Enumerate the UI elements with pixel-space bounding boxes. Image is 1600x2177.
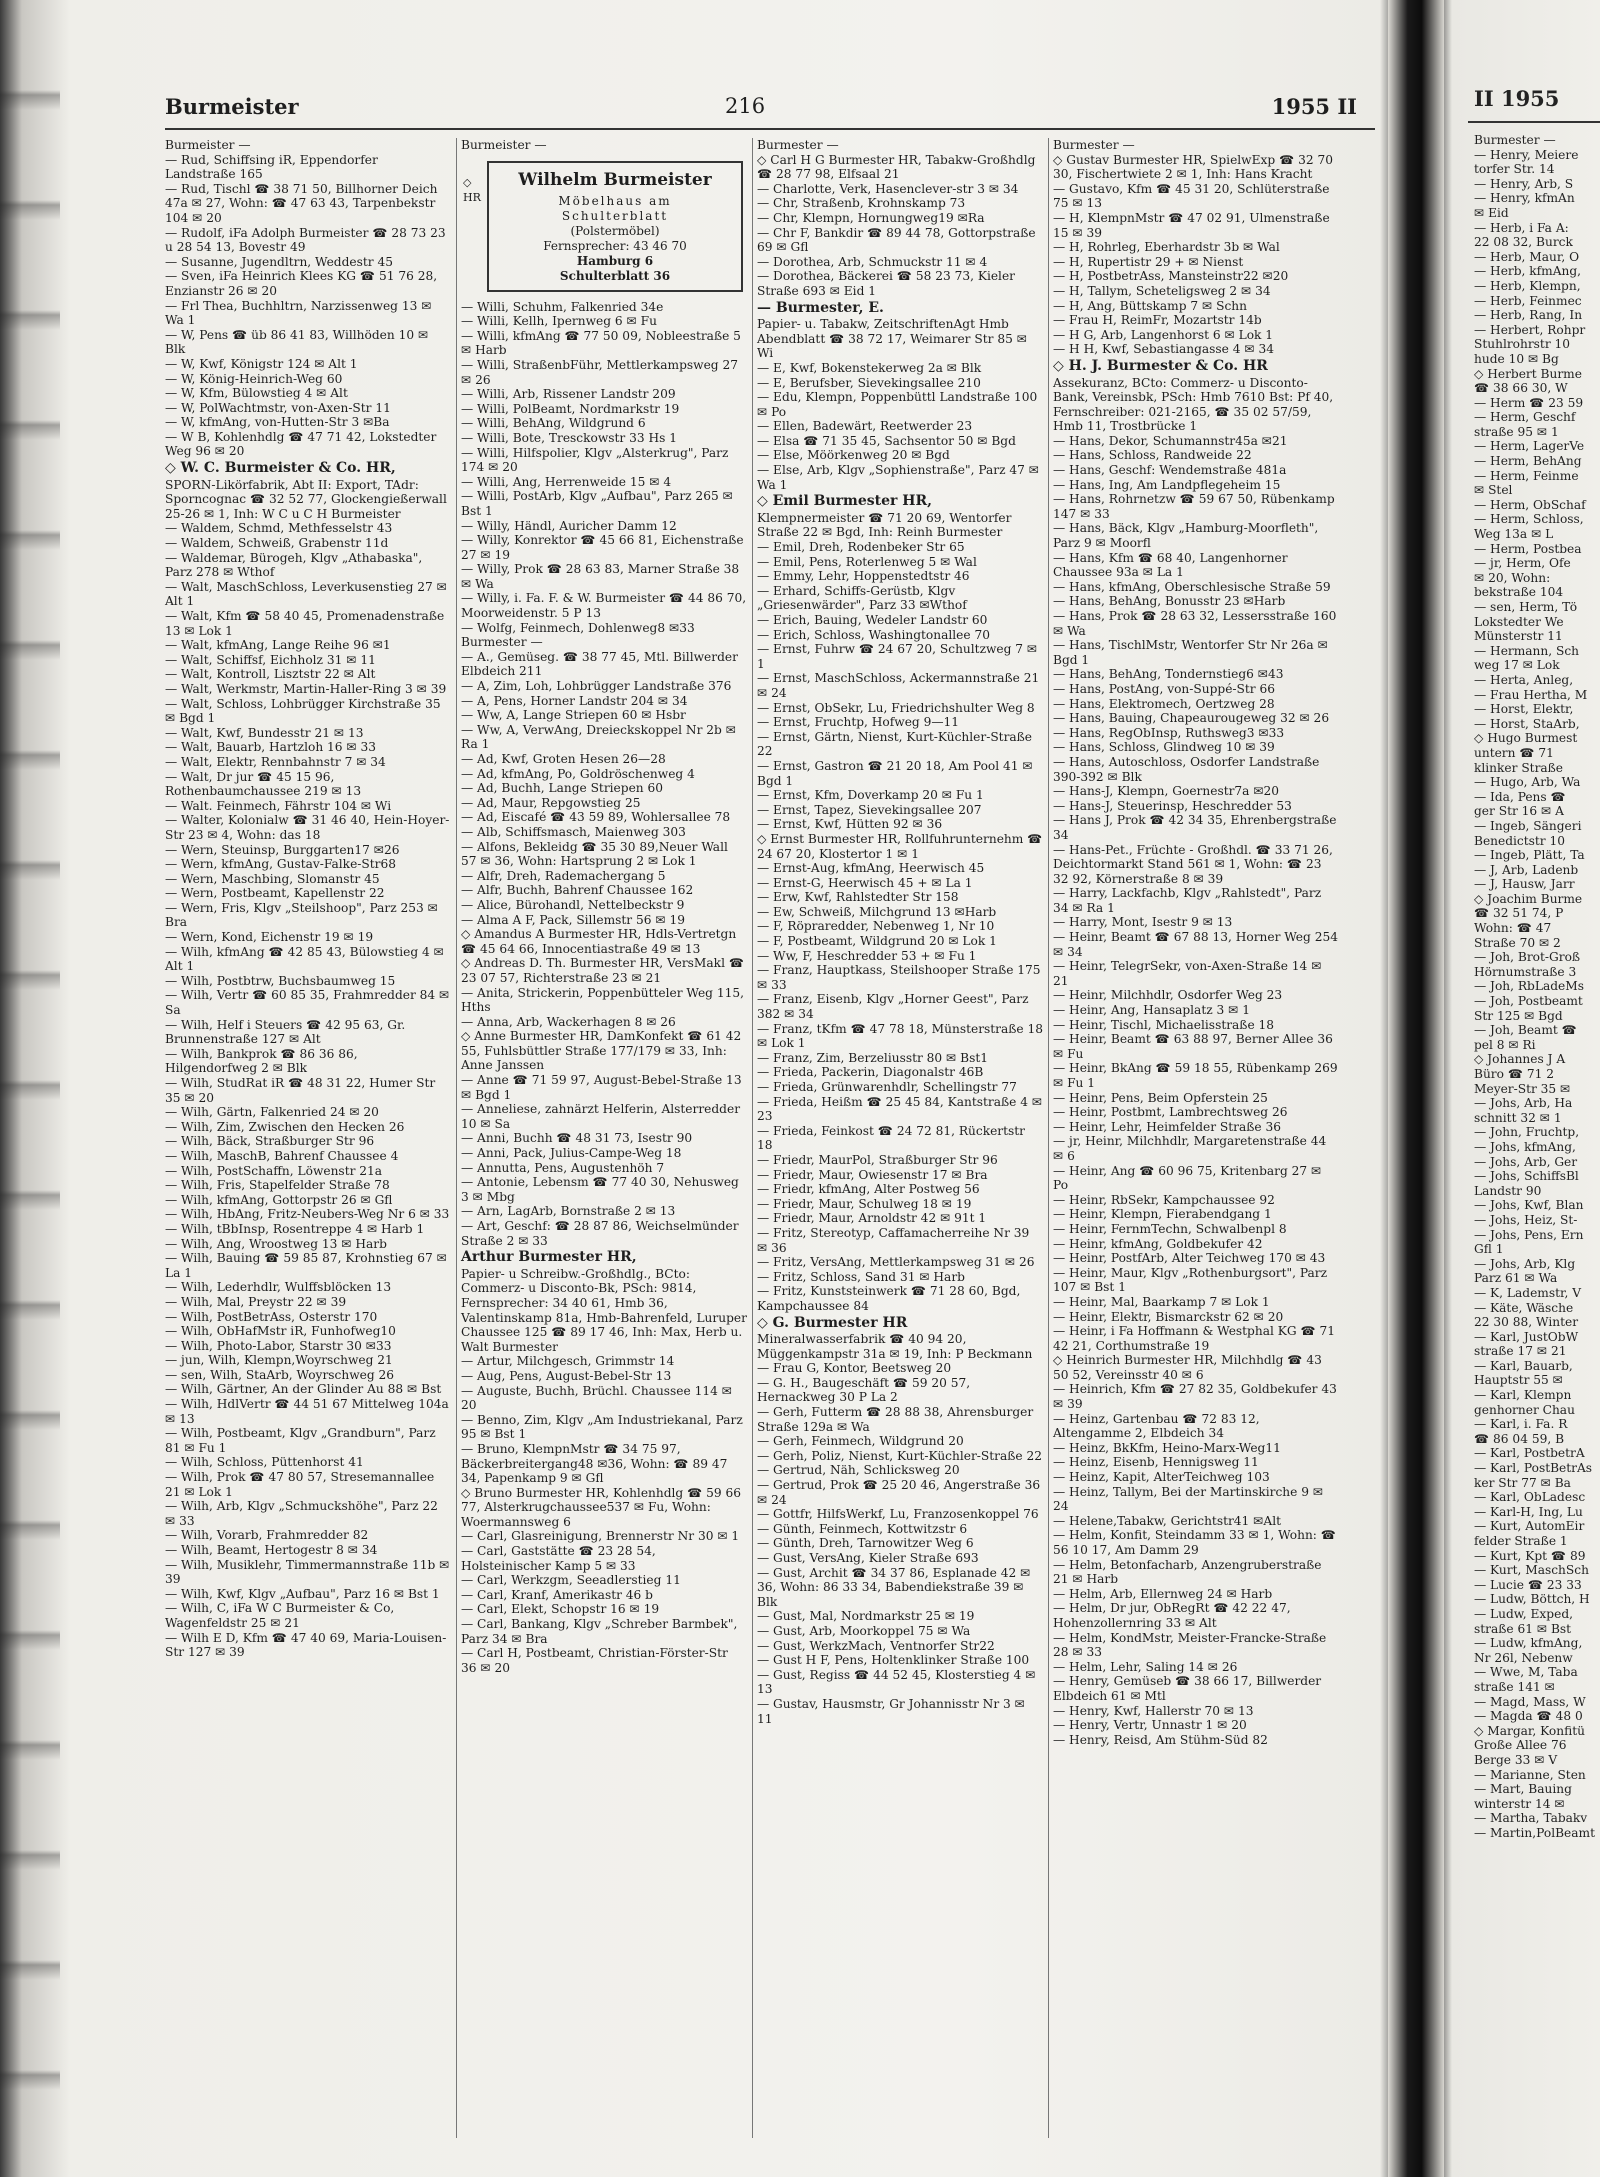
ad-line: Schulterblatt [561, 208, 669, 223]
header-surname: Burmeister [165, 94, 299, 119]
column-1 [165, 138, 451, 2148]
facing-page-partial [1468, 80, 1600, 2160]
entries-block: Papier- u Schreibw.-Großhdlg., BCto: Commerz- u Disconto-Bk, PSch: 9814, Fernsprecher: 34 40 61, Hmb 36, Valentinskamp 81a, Hmb-Bahrenfeld, Luruper Chaussee 125 ☎ 89 17 46, Inh: Max, Herb u. Walt Burmester — Artur, Milchgesch, Grimmstr 14 — Aug, Pens, August-Bebel-Str 13 — Auguste, Buchh, Brüchl. Chaussee 114 ✉ 20 — Benno, Zim, Klgv „Am Industriekanal, Parz 95 ✉ Bst 1 — Bruno, KlempnMstr ☎ 34 75 97, Bäckerbreitergang48 ✉36, Wohn: ☎ 89 47 34, Papenkamp 9 ✉ Gfl ◇ Bruno Burmester HR, Kohlenhdlg ☎ 59 66 77, Alsterkrugchaussee537 ✉ Fu, Wohn: Woermannsweg 6 — Carl, Glasreinigung, Brennerstr Nr 30 ✉ 1 — Carl, Gaststätte ☎ 23 28 54, Holsteinischer Kamp 5 ✉ 33 — Carl, Werkzgm, Seeadlerstieg 11 — Carl, Kranf, Amerikastr 46 b — Carl, Elekt, Schopstr 16 ✉ 19 — Carl, Bankang, Klgv „Schreber Barmbek", Parz 34 ✉ Bra — Carl H, Postbeamt, Christian-Förster-Str 36 ✉ 20 [461, 1266, 747, 1675]
binding-edge [0, 0, 60, 2177]
directory-page [165, 80, 1375, 2160]
firm-heading: — Burmester, E. [757, 299, 884, 316]
entries-block: Mineralwasserfabrik ☎ 40 94 20, Müggenkampstr 31a ✉ 19, Inh: P Beckmann — Frau G, Kontor, Beetsweg 20 — G. H., Baugeschäft ☎ 59 20 57, Hernackweg 30 P La 2 — Gerh, Futterm ☎ 28 88 38, Ahrensburger Straße 129a ✉ Wa — Gerh, Feinmech, Wildgrund 20 — Gerh, Poliz, Nienst, Kurt-Küchler-Straße 22 — Gertrud, Näh, Schlicksweg 20 — Gertrud, Prok ☎ 25 20 46, Angerstraße 36 ✉ 24 — Gottfr, HilfsWerkf, Lu, Franzosenkoppel 76 — Günth, Feinmech, Kottwitzstr 6 — Günth, Dreh, Tarnowitzer Weg 6 — Gust, VersAng, Kieler Straße 693 — Gust, Archit ☎ 34 37 86, Esplanade 42 ✉ 36, Wohn: 86 33 34, Babendiekstraße 39 ✉ Blk — Gust, Mal, Nordmarkstr 25 ✉ 19 — Gust, Arb, Moorkoppel 75 ✉ Wa — Gust, WerkzMach, Ventnorfer Str22 — Gust H F, Pens, Holtenklinker Straße 100 — Gust, Regiss ☎ 44 52 45, Klosterstieg 4 ✉ 13 — Gustav, Hausmstr, Gr Johannisstr Nr 3 ✉ 11 [757, 1332, 1042, 1726]
entries-block: Burmeister — — Rud, Schiffsing iR, Eppendorfer Landstraße 165 — Rud, Tischl ☎ 38 71 50, Billhorner Deich 47a ✉ 27, Wohn: ☎ 47 63 43, Tarpenbekstr 104 ✉ 20 — Rudolf, iFa Adolph Burmeister ☎ 28 73 23 u 28 54 13, Bovestr 49 — Susanne, Jugendltrn, Weddestr 45 — Sven, iFa Heinrich Klees KG ☎ 51 76 28, Enzianstr 26 ✉ 20 — Frl Thea, Buchhltrn, Narzissenweg 13 ✉ Wa 1 — W, Pens ☎ üb 86 41 83, Willhöden 10 ✉ Blk — W, Kwf, Königstr 124 ✉ Alt 1 — W, König-Heinrich-Weg 60 — W, Kfm, Bülowstieg 4 ✉ Alt — W, PolWachtmstr, von-Axen-Str 11 — W, kfmAng, von-Hutten-Str 3 ✉Ba — W B, Kohlenhdlg ☎ 47 71 42, Lokstedter Weg 96 ✉ 20 [165, 138, 446, 459]
firm-heading: ◇ Emil Burmester HR, [757, 493, 932, 510]
column-continuation: Burmeister — [461, 138, 547, 152]
page-header [165, 88, 1375, 130]
ad-city: Hamburg 6 [576, 253, 654, 268]
entries-block: SPORN-Likörfabrik, Abt II: Export, TAdr: Sporncognac ☎ 32 52 77, Glockengießerwall 25-26 ✉ 1, Inh: W C u C H Burmeister — Waldem, Schmd, Methfesselstr 43 — Waldem, Schweiß, Grabenstr 11d — Waldemar, Bürogeh, Klgv „Athabaska", Parz 278 ✉ Wthof — Walt, MaschSchloss, Leverkusenstieg 27 ✉ Alt 1 — Walt, Kfm ☎ 58 40 45, Promenadenstraße 13 ✉ Lok 1 — Walt, kfmAng, Lange Reihe 96 ✉1 — Walt, Schiffsf, Eichholz 31 ✉ 11 — Walt, Kontroll, Lisztstr 22 ✉ Alt — Walt, Werkmstr, Martin-Haller-Ring 3 ✉ 39 — Walt, Schloss, Lohbrügger Kirchstraße 35 ✉ Bgd 1 — Walt, Kwf, Bundesstr 21 ✉ 13 — Walt, Bauarb, Hartzloh 16 ✉ 33 — Walt, Elektr, Rennbahnstr 7 ✉ 34 — Walt, Dr jur ☎ 45 15 96, Rothenbaumchaussee 219 ✉ 13 — Walt. Feinmech, Fährstr 104 ✉ Wi — Walter, Kolonialw ☎ 31 46 40, Hein-Hoyer-Str 23 ✉ 4, Wohn: das 18 — Wern, Steuinsp, Burggarten17 ✉26 — Wern, kfmAng, Gustav-Falke-Str68 — Wern, Maschbing, Slomanstr 45 — Wern, Postbeamt, Kapellenstr 22 — Wern, Fris, Klgv „Steilshoop", Parz 253 ✉ Bra — Wern, Kond, Eichenstr 19 ✉ 19 — Wilh, kfmAng ☎ 42 85 43, Bülowstieg 4 ✉ Alt 1 — Wilh, Postbtrw, Buchsbaumweg 15 — Wilh, Vertr ☎ 60 85 35, Frahmredder 84 ✉ Sa — Wilh, Helf i Steuers ☎ 42 95 63, Gr. Brunnenstraße 127 ✉ Alt — Wilh, Bankprok ☎ 86 36 86, Hilgendorfweg 2 ✉ Blk — Wilh, StudRat iR ☎ 48 31 22, Humer Str 35 ✉ 20 — Wilh, Gärtn, Falkenried 24 ✉ 20 — Wilh, Zim, Zwischen den Hecken 26 — Wilh, Bäck, Straßburger Str 96 — Wilh, MaschB, Bahrenf Chaussee 4 — Wilh, PostSchaffn, Löwenstr 21a — Wilh, Fris, Stapelfelder Straße 78 — Wilh, kfmAng, Gottorpstr 26 ✉ Gfl — Wilh, HbAng, Fritz-Neubers-Weg Nr 6 ✉ 33 — Wilh, tBbInsp, Rosentreppe 4 ✉ Harb 1 — Wilh, Ang, Wroostweg 13 ✉ Harb — Wilh, Bauing ☎ 59 85 87, Krohnstieg 67 ✉ La 1 — Wilh, Lederhdlr, Wulffsblöcken 13 — Wilh, Mal, Preystr 22 ✉ 39 — Wilh, PostBetrAss, Osterstr 170 — Wilh, ObHafMstr iR, Funhofweg10 — Wilh, Photo-Labor, Starstr 30 ✉33 — jun, Wilh, Klempn,Woyrschweg 21 — sen, Wilh, StaArb, Woyrschweg 26 — Wilh, Gärtner, An der Glinder Au 88 ✉ Bst — Wilh, HdlVertr ☎ 44 51 67 Mittelweg 104a ✉ 13 — Wilh, Postbeamt, Klgv „Grandburn", Parz 81 ✉ Fu 1 — Wilh, Schloss, Püttenhorst 41 — Wilh, Prok ☎ 47 80 57, Stresemannallee 21 ✉ Lok 1 — Wilh, Arb, Klgv „Schmuckshöhe", Parz 22 ✉ 33 — Wilh, Vorarb, Frahmredder 82 — Wilh, Beamt, Hertogestr 8 ✉ 34 — Wilh, Musiklehr, Timmermannstraße 11b ✉ 39 — Wilh, Kwf, Klgv „Aufbau", Parz 16 ✉ Bst 1 — Wilh, C, iFa W C Burmeister & Co, Wagenfeldstr 25 ✉ 21 — Wilh E D, Kfm ☎ 47 40 69, Maria-Louisen-Str 127 ✉ 39 [165, 477, 450, 1660]
entries-block: Klempnermeister ☎ 71 20 69, Wentorfer Straße 22 ✉ Bgd, Inh: Reinh Burmester — Emil, Dreh, Rodenbeker Str 65 — Emil, Pens, Roterlenweg 5 ✉ Wal — Emmy, Lehr, Hoppenstedtstr 46 — Erhard, Schiffs-Gerüstb, Klgv „Griesenwärder", Parz 33 ✉Wthof — Erich, Bauing, Wedeler Landstr 60 — Erich, Schloss, Washingtonallee 70 — Ernst, Fuhrw ☎ 24 67 20, Schultzweg 7 ✉ 1 — Ernst, MaschSchloss, Ackermannstraße 21 ✉ 24 — Ernst, ObSekr, Lu, Friedrichshulter Weg 8 — Ernst, Fruchtp, Hofweg 9—11 — Ernst, Gärtn, Nienst, Kurt-Küchler-Straße 22 — Ernst, Gastron ☎ 21 20 18, Am Pool 41 ✉ Bgd 1 — Ernst, Kfm, Doverkamp 20 ✉ Fu 1 — Ernst, Tapez, Sievekingsallee 207 — Ernst, Kwf, Hütten 92 ✉ 36 ◇ Ernst Burmester HR, Rollfuhrunternehm ☎ 24 67 20, Klostertor 1 ✉ 1 — Ernst-Aug, kfmAng, Heerwisch 45 — Ernst-G, Heerwisch 45 + ✉ La 1 — Erw, Kwf, Rahlstedter Str 158 — Ew, Schweiß, Milchgrund 13 ✉Harb — F, Röpraredder, Nebenweg 1, Nr 10 — F, Postbeamt, Wildgrund 20 ✉ Lok 1 — Ww, F, Heschredder 53 + ✉ Fu 1 — Franz, Hauptkass, Steilshooper Straße 175 ✉ 33 — Franz, Eisenb, Klgv „Horner Geest", Parz 382 ✉ 34 — Franz, tKfm ☎ 47 78 18, Münsterstraße 18 ✉ Lok 1 — Franz, Zim, Berzeliusstr 80 ✉ Bst1 — Frieda, Packerin, Diagonalstr 46B — Frieda, Grünwarenhdlr, Schellingstr 77 — Frieda, Heißm ☎ 25 45 84, Kantstraße 4 ✉ 23 — Frieda, Feinkost ☎ 24 72 81, Rückertstr 18 — Friedr, MaurPol, Straßburger Str 96 — Friedr, Maur, Owiesenstr 17 ✉ Bra — Friedr, kfmAng, Alter Postweg 56 — Friedr, Maur, Schulweg 18 ✉ 19 — Friedr, Maur, Arnoldstr 42 ✉ 91t 1 — Fritz, Stereotyp, Caffamacherreihe Nr 39 ✉ 36 — Fritz, VersAng, Mettlerkampsweg 31 ✉ 26 — Fritz, Schloss, Sand 31 ✉ Harb — Fritz, Kunststeinwerk ☎ 71 28 60, Bgd, Kampchaussee 84 [757, 510, 1043, 1313]
entries-block: Papier- u. Tabakw, ZeitschriftenAgt Hmb Abendblatt ☎ 38 72 17, Weimarer Str 85 ✉ Wi — E, Kwf, Bokenstekerweg 2a ✉ Blk — E, Berufsber, Sievekingsallee 210 — Edu, Klempn, Poppenbüttl Landstraße 100 ✉ Po — Ellen, Badewärt, Reetwerder 23 — Elsa ☎ 71 35 45, Sachsentor 50 ✉ Bgd — Else, Möörkenweg 20 ✉ Bgd — Else, Arb, Klgv „Sophienstraße", Parz 47 ✉ Wa 1 [757, 317, 1040, 492]
column-4 [1053, 138, 1339, 2148]
column-2 [461, 138, 747, 2148]
facing-page-entries: Burmester — — Henry, Meiere torfer Str. 14 — Henry, Arb, S — Henry, kfmAn ✉ Eid — Herb, i Fa A: 22 08 32, Burck — Herb, Maur, O — Herb, kfmAng, — Herb, Klempn, — Herb, Feinmec — Herb, Rang, In — Herbert, Rohpr Stuhlrohrstr 10 hude 10 ✉ Bg ◇ Herbert Burme ☎ 38 66 30, W — Herm ☎ 23 59 — Herm, Geschf straße 95 ✉ 1 — Herm, LagerVe — Herm, BehAng — Herm, Feinme ✉ Stel — Herm, ObSchaf — Herm, Schloss, Weg 13a ✉ L — Herm, Postbea — jr, Herm, Ofe ✉ 20, Wohn: bekstraße 104 — sen, Herm, Tö Lokstedter We Münsterstr 11 — Hermann, Sch weg 17 ✉ Lok — Herta, Anleg, — Frau Hertha, M — Horst, Elektr, — Horst, StaArb, ◇ Hugo Burmest untern ☎ 71 klinker Straße — Hugo, Arb, Wa — Ida, Pens ☎ ger Str 16 ✉ A — Ingeb, Sängeri Benedictstr 10 — Ingeb, Plätt, Ta — J, Arb, Ladenb — J, Hausw, Jarr ◇ Joachim Burme ☎ 32 51 74, P Wohn: ☎ 47 Straße 70 ✉ 2 — Joh, Brot-Groß Hörnumstraße 3 — Joh, RbLadeMs — Joh, Postbeamt Str 125 ✉ Bgd — Joh, Beamt ☎ pel 8 ✉ Ri ◇ Johannes J A Büro ☎ 71 2 Meyer-Str 35 ✉ — Johs, Arb, Ha schnitt 32 ✉ 1 — John, Fruchtp, — Johs, kfmAng, — Johs, Arb, Ger — Johs, SchiffsBl Landstr 90 — Johs, Kwf, Blan — Johs, Heiz, St- — Johs, Pens, Ern Gfl 1 — Johs, Arb, Klg Parz 61 ✉ Wa — K, Lademstr, V — Käte, Wäsche 22 30 88, Winter — Karl, JustObW straße 17 ✉ 21 — Karl, Bauarb, Hauptstr 55 ✉ — Karl, Klempn genhorner Chau — Karl, i. Fa. R ☎ 86 04 59, B — Karl, PostbetrA — Karl, PostBetrAs ker Str 77 ✉ Ba — Karl, ObLadesc — Karl-H, Ing, Lu — Kurt, AutomEir felder Straße 1 — Kurt, Kpt ☎ 89 — Kurt, MaschSch — Lucie ☎ 23 33 — Ludw, Böttch, H — Ludw, Exped, straße 61 ✉ Bst — Ludw, kfmAng, Nr 26l, Nebenw — Wwe, M, Taba straße 141 ✉ — Magd, Mass, W — Magda ☎ 48 0 ◇ Margar, Konfitü Große Allee 76 Berge 33 ✉ V — Marianne, Sten — Mart, Bauing winterstr 14 ✉ — Martha, Tabakv — Martin,PolBeamt [1474, 133, 1595, 1840]
ad-line: (Polstermöbel) [570, 223, 660, 238]
hr-register-mark: ◇ HR [463, 176, 481, 204]
firm-heading: ◇ G. Burmester HR [757, 1314, 908, 1331]
book-gutter [1388, 0, 1444, 2177]
entries-block: Burmester — ◇ Gustav Burmester HR, SpielwExp ☎ 32 70 30, Fischertwiete 2 ✉ 1, Inh: Hans Kracht — Gustavo, Kfm ☎ 45 31 20, Schlüterstraße 75 ✉ 13 — H, KlempnMstr ☎ 47 02 91, Ulmenstraße 15 ✉ 39 — H, Rohrleg, Eberhardstr 3b ✉ Wal — H, Rupertistr 29 + ✉ Nienst — H, PostbetrAss, Mansteinstr22 ✉20 — H, Tallym, Scheteligsweg 2 ✉ 34 — H, Ang, Büttskamp 7 ✉ Schn — Frau H, ReimFr, Mozartstr 14b — H G, Arb, Langenhorst 6 ✉ Lok 1 — H H, Kwf, Sebastiangasse 4 ✉ 34 [1053, 138, 1334, 357]
advertisement-box [487, 161, 743, 292]
entries-block: Assekuranz, BCto: Commerz- u Disconto-Bank, Vereinsbk, PSch: Hmb 7610 Bst: Pf 40, Fernschreiber: 021-2165, ☎ 35 02 57/59, Hmb 11, Trostbrücke 1 — Hans, Dekor, Schumannstr45a ✉21 — Hans, Schloss, Randweide 22 — Hans, Geschf: Wendemstraße 481a — Hans, Ing, Am Landpflegeheim 15 — Hans, Rohrnetzw ☎ 59 67 50, Rübenkamp 147 ✉ 33 — Hans, Bäck, Klgv „Hamburg-Moorfleth", Parz 9 ✉ Moorfl — Hans, Kfm ☎ 68 40, Langenhorner Chaussee 93a ✉ La 1 — Hans, kfmAng, Oberschlesische Straße 59 — Hans, BehAng, Bonusstr 23 ✉Harb — Hans, Prok ☎ 28 63 32, Lessersstraße 160 ✉ Wa — Hans, TischlMstr, Wentorfer Str Nr 26a ✉ Bgd 1 — Hans, BehAng, Tondernstieg6 ✉43 — Hans, PostAng, von-Suppé-Str 66 — Hans, Elektromech, Oertzweg 28 — Hans, Bauing, Chapeaurougeweg 32 ✉ 26 — Hans, RegObInsp, Ruthsweg3 ✉33 — Hans, Schloss, Glindweg 10 ✉ 39 — Hans, Autoschloss, Osdorfer Landstraße 390-392 ✉ Blk — Hans-J, Klempn, Goernestr7a ✉20 — Hans-J, Steuerinsp, Heschredder 53 — Hans J, Prok ☎ 42 34 35, Ehrenbergstraße 34 — Hans-Pet., Früchte - Großhdl. ☎ 33 71 26, Deichtormarkt Stand 561 ✉ 1, Wohn: ☎ 23 32 92, Körnerstraße 8 ✉ 39 — Harry, Lackfachb, Klgv „Rahlstedt", Parz 34 ✉ Ra 1 — Harry, Mont, Isestr 9 ✉ 13 — Heinr, Beamt ☎ 67 88 13, Horner Weg 254 ✉ 34 — Heinr, TelegrSekr, von-Axen-Straße 14 ✉ 21 — Heinr, Milchhdlr, Osdorfer Weg 23 — Heinr, Ang, Hansaplatz 3 ✉ 1 — Heinr, Tischl, Michaelisstraße 18 — Heinr, Beamt ☎ 63 88 97, Berner Allee 36 ✉ Fu — Heinr, BkAng ☎ 59 18 55, Rübenkamp 269 ✉ Fu 1 — Heinr, Pens, Beim Opferstein 25 — Heinr, Postbmt, Lambrechtsweg 26 — Heinr, Lehr, Heimfelder Straße 36 — jr, Heinr, Milchhdlr, Margaretenstraße 44 ✉ 6 — Heinr, Ang ☎ 60 96 75, Kritenbarg 27 ✉ Po — Heinr, RbSekr, Kampchaussee 92 — Heinr, Klempn, Fierabendgang 1 — Heinr, FernmTechn, Schwalbenpl 8 — Heinr, kfmAng, Goldbekufer 42 — Heinr, PostfArb, Alter Teichweg 170 ✉ 43 — Heinr, Maur, Klgv „Rothenburgsort", Parz 107 ✉ Bst 1 — Heinr, Mal, Baarkamp 7 ✉ Lok 1 — Heinr, Elektr, Bismarckstr 62 ✉ 20 — Heinr, i Fa Hoffmann & Westphal KG ☎ 71 42 21, Corthumstraße 19 ◇ Heinrich Burmester HR, Milchhdlg ☎ 43 50 52, Vereinsstr 40 ✉ 6 — Heinrich, Kfm ☎ 27 82 35, Goldbekufer 43 ✉ 39 — Heinz, Gartenbau ☎ 72 83 12, Altengamme 2, Elbdeich 34 — Heinz, BkKfm, Heino-Marx-Weg11 — Heinz, Eisenb, Hennigsweg 11 — Heinz, Kapit, AlterTeichweg 103 — Heinz, Tallym, Bei der Martinskirche 9 ✉ 24 — Helene,Tabakw, Gerichtstr41 ✉Alt — Helm, Konfit, Steindamm 33 ✉ 1, Wohn: ☎ 56 10 17, Am Damm 29 — Helm, Betonfacharb, Anzengruberstraße 21 ✉ Harb — Helm, Arb, Ellernweg 24 ✉ Harb — Helm, Dr jur, ObRegRt ☎ 42 22 47, Hohenzollernring 33 ✉ Alt — Helm, KondMstr, Meister-Francke-Straße 28 ✉ 33 — Helm, Lehr, Saling 14 ✉ 26 — Henry, Gemüseb ☎ 38 66 17, Billwerder Elbdeich 61 ✉ Mtl — Henry, Kwf, Hallerstr 70 ✉ 13 — Henry, Vertr, Unnastr 1 ✉ 20 — Henry, Reisd, Am Stühm-Süd 82 [1053, 375, 1338, 1747]
directory-columns [165, 138, 1375, 2148]
ad-phone: Fernsprecher: 43 46 70 [543, 238, 687, 253]
ad-line: Möbelhaus am [558, 193, 672, 208]
entries-block: — Willi, Schuhm, Falkenried 34e — Willi, Kellh, Ipernweg 6 ✉ Fu — Willi, kfmAng ☎ 77 50 09, Nobleestraße 5 ✉ Harb — Willi, StraßenbFühr, Mettlerkampsweg 27 ✉ 26 — Willi, Arb, Rissener Landstr 209 — Willi, PolBeamt, Nordmarkstr 19 — Willi, BehAng, Wildgrund 6 — Willi, Bote, Tresckowstr 33 Hs 1 — Willi, Hilfspolier, Klgv „Alsterkrug", Parz 174 ✉ 20 — Willi, Ang, Herrenweide 15 ✉ 4 — Willi, PostArb, Klgv „Aufbau", Parz 265 ✉ Bst 1 — Willy, Händl, Auricher Damm 12 — Willy, Konrektor ☎ 45 66 81, Eichenstraße 27 ✉ 19 — Willy, Prok ☎ 28 63 83, Marner Straße 38 ✉ Wa — Willy, i. Fa. F. & W. Burmeister ☎ 44 86 70, Moorweidenstr. 5 P 13 — Wolfg, Feinmech, Dohlenweg8 ✉33 Burmester — — A., Gemüseg. ☎ 38 77 45, Mtl. Billwerder Elbdeich 211 — A, Zim, Loh, Lohbrügger Landstraße 376 — A, Pens, Horner Landstr 204 ✉ 34 — Ww, A, Lange Striepen 60 ✉ Hsbr — Ww, A, VerwAng, Dreieckskoppel Nr 2b ✉ Ra 1 — Ad, Kwf, Groten Hesen 26—28 — Ad, kfmAng, Po, Goldröschenweg 4 — Ad, Buchh, Lange Striepen 60 — Ad, Maur, Repgowstieg 25 — Ad, Eiscafé ☎ 43 59 89, Wohlersallee 78 — Alb, Schiffsmasch, Maienweg 303 — Alfons, Bekleidg ☎ 35 30 89,Neuer Wall 57 ✉ 36, Wohn: Hartsprung 2 ✉ Lok 1 — Alfr, Dreh, Rademachergang 5 — Alfr, Buchh, Bahrenf Chaussee 162 — Alice, Bürohandl, Nettelbeckstr 9 — Alma A F, Pack, Sillemstr 56 ✉ 19 ◇ Amandus A Burmester HR, Hdls-Vertretgn ☎ 45 64 66, Innocentiastraße 49 ✉ 13 ◇ Andreas D. Th. Burmester HR, VersMakl ☎ 23 07 57, Richterstraße 23 ✉ 21 — Anita, Strickerin, Poppenbütteler Weg 115, Hths — Anna, Arb, Wackerhagen 8 ✉ 26 ◇ Anne Burmester HR, DamKonfekt ☎ 61 42 55, Fuhlsbüttler Straße 177/179 ✉ 33, Inh: Anne Janssen — Anne ☎ 71 59 97, August-Bebel-Straße 13 ✉ Bgd 1 — Anneliese, zahnärzt Helferin, Alsterredder 10 ✉ Sa — Anni, Buchh ☎ 48 31 73, Isestr 90 — Anni, Pack, Julius-Campe-Weg 18 — Annutta, Pens, Augustenhöh 7 — Antonie, Lebensm ☎ 77 40 30, Nehusweg 3 ✉ Mbg — Arn, LagArb, Bornstraße 2 ✉ 13 — Art, Geschf: ☎ 28 87 86, Weichselmünder Straße 2 ✉ 33 [461, 299, 747, 1248]
page-number: 216 [725, 94, 766, 118]
firm-heading: Arthur Burmester HR, [461, 1249, 637, 1266]
ad-street: Schulterblatt 36 [559, 268, 671, 283]
facing-page-header: II 1955 [1468, 80, 1600, 123]
column-3 [757, 138, 1043, 2148]
entries-block: Burmester — ◇ Carl H G Burmester HR, Tabakw-Großhdlg ☎ 28 77 98, Elfsaal 21 — Charlotte, Verk, Hasenclever-str 3 ✉ 34 — Chr, Straßenb, Krohnskamp 73 — Chr, Klempn, Hornungweg19 ✉Ra — Chr F, Bankdir ☎ 89 44 78, Gottorpstraße 69 ✉ Gfl — Dorothea, Arb, Schmuckstr 11 ✉ 4 — Dorothea, Bäckerei ☎ 58 23 73, Kieler Straße 693 ✉ Eid 1 [757, 138, 1036, 298]
header-year-volume: 1955 II [1271, 94, 1357, 119]
ad-name: Wilhelm Burmeister [518, 169, 712, 190]
firm-heading: ◇ W. C. Burmeister & Co. HR, [165, 460, 396, 477]
firm-heading: ◇ H. J. Burmester & Co. HR [1053, 357, 1268, 374]
